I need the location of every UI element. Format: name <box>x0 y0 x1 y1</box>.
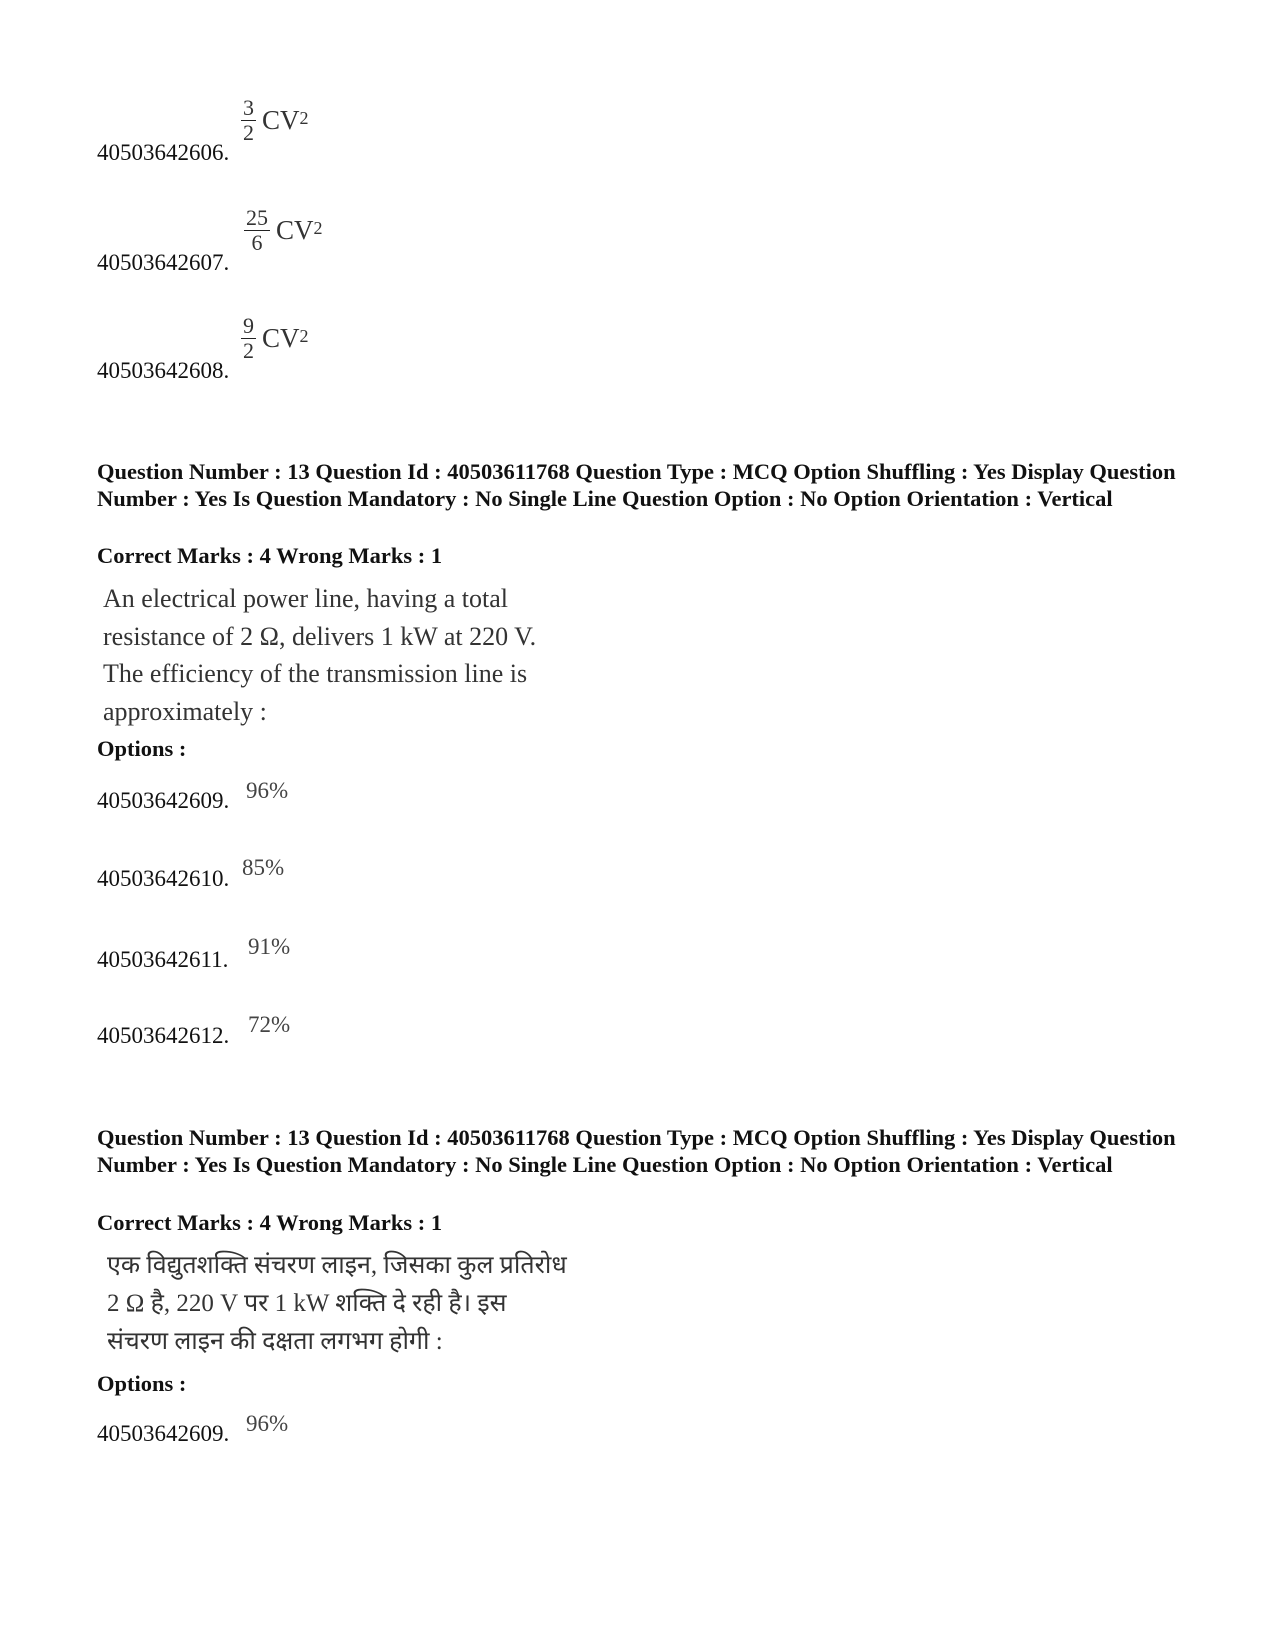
formula-exponent: 2 <box>299 108 309 128</box>
options-label: Options : <box>97 736 187 761</box>
question-text-line: The efficiency of the transmission line is <box>103 659 528 688</box>
fraction <box>241 96 256 145</box>
option-id: 40503642612. <box>97 1023 230 1048</box>
option-id: 40503642611. <box>97 947 229 972</box>
question-marks: Correct Marks : 4 Wrong Marks : 1 <box>97 1210 443 1235</box>
formula-base: CV <box>262 323 300 353</box>
question-text-line: 2 Ω है, 220 V पर 1 kW शक्ति दे रही है। इस <box>107 1290 507 1317</box>
question-marks: Correct Marks : 4 Wrong Marks : 1 <box>97 543 443 568</box>
option-id: 40503642608. <box>97 358 230 383</box>
denominator: 2 <box>243 338 254 363</box>
numerator: 9 <box>243 313 254 338</box>
question-text-line: approximately : <box>103 696 267 726</box>
fraction <box>241 314 256 363</box>
option-formula <box>244 206 323 255</box>
formula-base: CV <box>262 105 300 135</box>
question-text-line: An electrical power line, having a total <box>103 584 509 613</box>
formula-base: CV <box>276 215 314 245</box>
question-meta: Question Number : 13 Question Id : 40503611768 Question Type : MCQ Option Shuffling : Yes Display Question Number : Yes Is Question Mandatory : No Single Line Question Option : No Option Orientation : Vertical <box>97 1125 1176 1177</box>
option-value: 85% <box>242 855 285 880</box>
question-text <box>103 580 623 730</box>
option-id: 40503642606. <box>97 140 230 165</box>
options-label: Options : <box>97 1371 187 1396</box>
option-value: 96% <box>246 1411 289 1436</box>
option-value: 72% <box>248 1012 291 1037</box>
numerator: 3 <box>243 95 254 120</box>
option-id: 40503642609. <box>97 788 230 813</box>
option-formula <box>241 314 309 363</box>
numerator: 25 <box>246 205 268 230</box>
question-meta: Question Number : 13 Question Id : 40503611768 Question Type : MCQ Option Shuffling : Yes Display Question Number : Yes Is Question Mandatory : No Single Line Question Option : No Option Orientation : Vertical <box>97 459 1176 511</box>
question-text <box>107 1247 627 1361</box>
question-text-line: resistance of 2 Ω, delivers 1 kW at 220 V. <box>103 621 537 651</box>
formula-exponent: 2 <box>299 326 309 346</box>
option-formula <box>241 96 309 145</box>
denominator: 6 <box>251 230 263 255</box>
question-text-line: एक विद्युतशक्ति संचरण लाइन, जिसका कुल प्रतिरोध <box>107 1252 567 1279</box>
option-id: 40503642610. <box>97 866 230 891</box>
option-id: 40503642607. <box>97 250 230 275</box>
option-value: 91% <box>248 934 291 959</box>
denominator: 2 <box>243 120 254 145</box>
option-id: 40503642609. <box>97 1421 230 1446</box>
formula-exponent: 2 <box>313 218 323 238</box>
question-text-line: संचरण लाइन की दक्षता लगभग होगी : <box>107 1328 443 1355</box>
option-value: 96% <box>246 778 289 803</box>
fraction <box>244 206 270 255</box>
